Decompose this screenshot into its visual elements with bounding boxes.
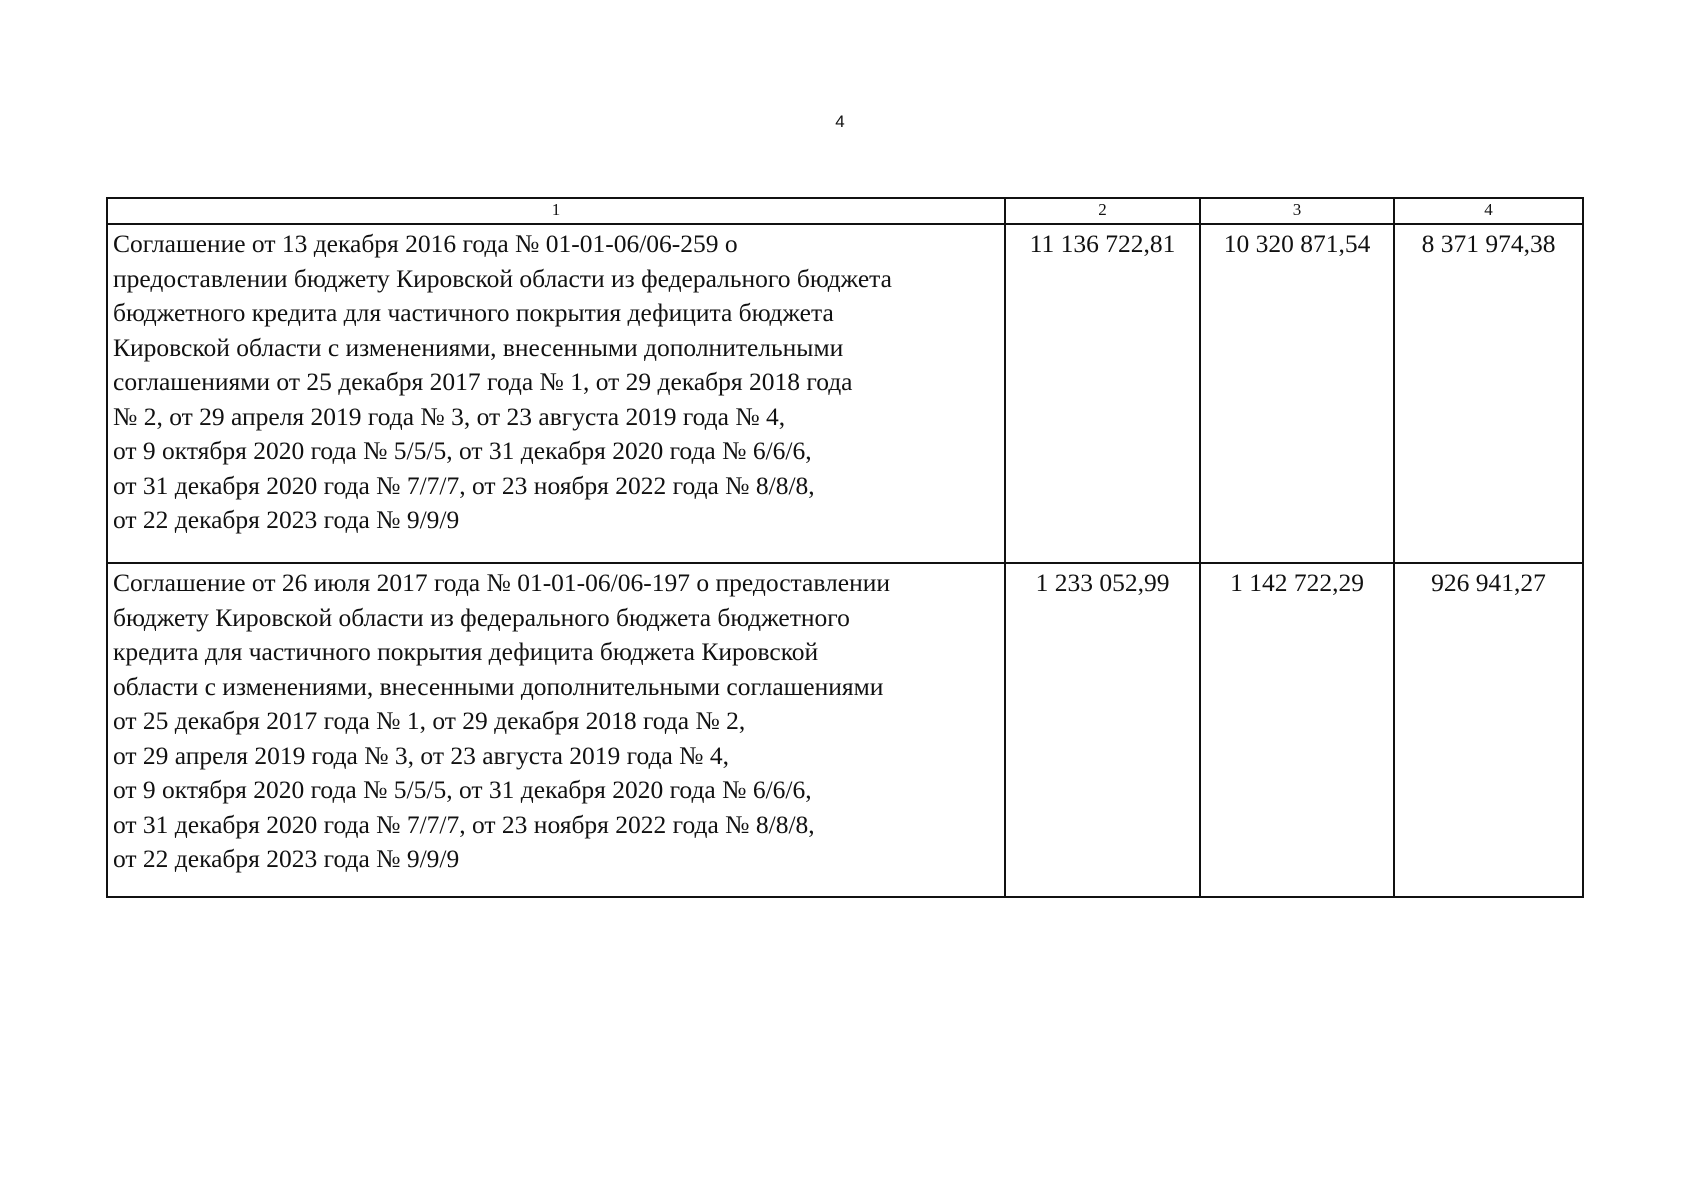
description-line: предоставлении бюджету Кировской области из федерального бюджета <box>113 263 892 293</box>
table-row <box>107 563 1583 897</box>
table-row <box>107 224 1583 563</box>
column-header-1: 1 <box>107 198 1005 224</box>
description-line: от 22 декабря 2023 года № 9/9/9 <box>113 505 460 534</box>
description-line: от 9 октября 2020 года № 5/5/5, от 31 декабря 2020 года № 6/6/6, <box>113 775 812 804</box>
page-number: 4 <box>835 112 845 131</box>
description-line: от 22 декабря 2023 года № 9/9/9 <box>113 844 460 873</box>
description-line: соглашениями от 25 декабря 2017 года № 1, от 29 декабря 2018 года <box>113 367 853 396</box>
amount-col-3: 1 142 722,29 <box>1200 563 1394 897</box>
description-line: Соглашение от 13 декабря 2016 года № 01-01-06/06-259 о <box>113 229 738 258</box>
agreement-description <box>107 563 1005 897</box>
description-line: от 31 декабря 2020 года № 7/7/7, от 23 ноября 2022 года № 8/8/8, <box>113 470 815 500</box>
description-line: бюджету Кировской области из федерального бюджета бюджетного <box>113 602 850 632</box>
description-line: от 9 октября 2020 года № 5/5/5, от 31 декабря 2020 года № 6/6/6, <box>113 436 812 465</box>
description-line: Кировской области с изменениями, внесенными дополнительными <box>113 332 844 362</box>
agreement-description <box>107 224 1005 563</box>
description-line: от 29 апреля 2019 года № 3, от 23 августа 2019 года № 4, <box>113 740 729 770</box>
amount-col-3: 10 320 871,54 <box>1200 224 1394 563</box>
amount-col-4: 8 371 974,38 <box>1394 224 1583 563</box>
description-line: от 31 декабря 2020 года № 7/7/7, от 23 ноября 2022 года № 8/8/8, <box>113 809 815 839</box>
description-line: области с изменениями, внесенными дополнительными соглашениями <box>113 671 884 701</box>
description-line: от 25 декабря 2017 года № 1, от 29 декабря 2018 года № 2, <box>113 706 746 735</box>
agreements-table <box>106 197 1584 898</box>
column-header-2: 2 <box>1005 198 1200 224</box>
description-line: кредита для частичного покрытия дефицита бюджета Кировской <box>113 637 819 666</box>
amount-col-4: 926 941,27 <box>1394 563 1583 897</box>
column-header-4: 4 <box>1394 198 1583 224</box>
table-header-row <box>107 198 1583 224</box>
column-header-3: 3 <box>1200 198 1394 224</box>
amount-col-2: 11 136 722,81 <box>1005 224 1200 563</box>
amount-col-2: 1 233 052,99 <box>1005 563 1200 897</box>
description-line: бюджетного кредита для частичного покрытия дефицита бюджета <box>113 298 834 327</box>
description-line: Соглашение от 26 июля 2017 года № 01-01-06/06-197 о предоставлении <box>113 568 891 597</box>
description-line: № 2, от 29 апреля 2019 года № 3, от 23 августа 2019 года № 4, <box>113 401 786 431</box>
